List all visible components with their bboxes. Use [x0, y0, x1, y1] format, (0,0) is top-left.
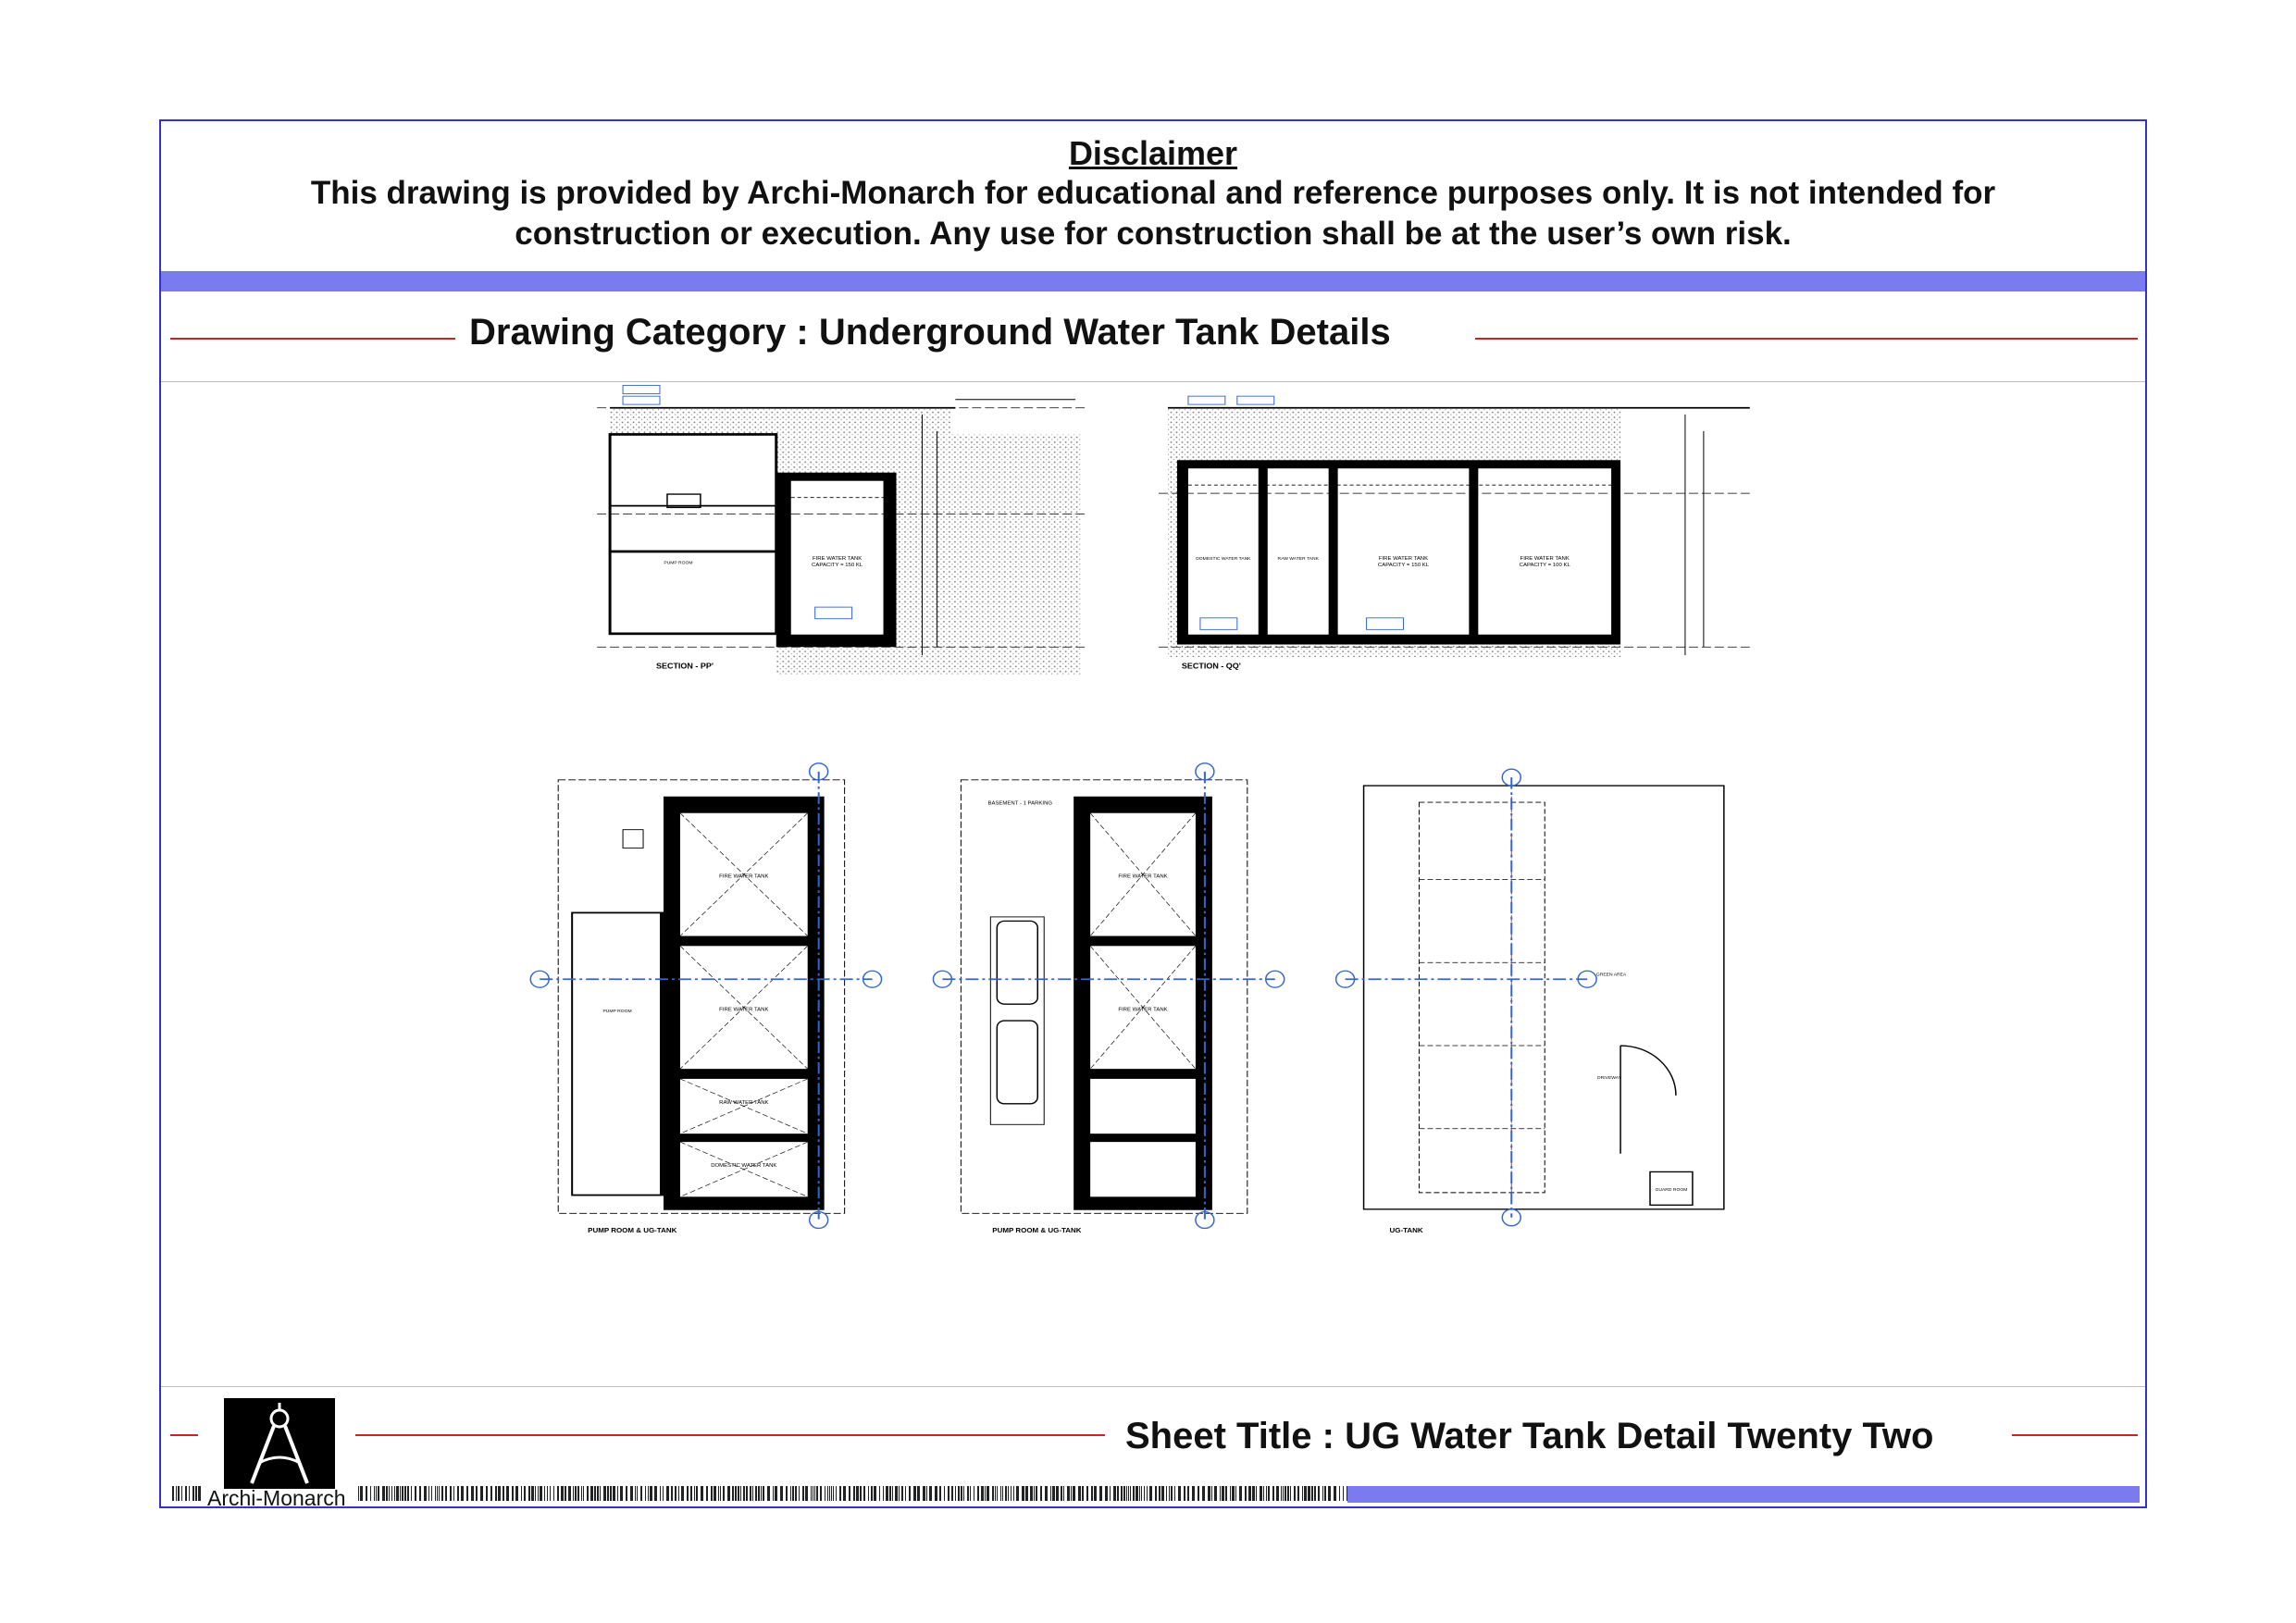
- disclaimer-title: Disclaimer: [1068, 134, 1238, 172]
- category-line-left: [170, 338, 455, 340]
- plan3-green-area: GREEN AREA: [1595, 973, 1627, 978]
- plan-pump-room-2: [933, 763, 1284, 1234]
- title-block: [161, 1386, 2145, 1508]
- plan2-caption: PUMP ROOM & UG-TANK: [992, 1226, 1082, 1234]
- plan1-caption: PUMP ROOM & UG-TANK: [588, 1226, 677, 1234]
- plan1-fire-tank-2: FIRE WATER TANK: [719, 1007, 769, 1013]
- plan2-fire-tank-2: FIRE WATER TANK: [1118, 1007, 1168, 1013]
- header-blue-band: [161, 271, 2145, 291]
- plan3-driveway: DRIVEWAY: [1597, 1076, 1622, 1081]
- qq-domestic-label: DOMESTIC WATER TANK: [1196, 557, 1251, 562]
- pp-pump-room-label: PUMP ROOM: [664, 561, 693, 566]
- category-row: [161, 312, 2145, 367]
- section-pp-drawing: [597, 385, 1085, 675]
- section-qq-drawing: [1159, 396, 1750, 670]
- archi-monarch-logo: [224, 1398, 335, 1489]
- drawing-category-title: Drawing Category : Underground Water Tank Details: [469, 312, 1391, 353]
- brand-name: Archi-Monarch: [207, 1486, 346, 1510]
- plan1-pump-room: PUMP ROOM: [602, 1010, 632, 1015]
- plan2-basement: BASEMENT - 1 PARKING: [987, 800, 1053, 807]
- pp-capacity-label: CAPACITY = 150 KL: [812, 563, 863, 569]
- category-line-right: [1475, 338, 2138, 340]
- section-qq-caption: SECTION - QQ': [1181, 661, 1241, 671]
- drawing-sheet: [159, 119, 2147, 1508]
- plan3-guard-room: GUARD ROOM: [1655, 1188, 1688, 1193]
- plan-ug-tank: [1336, 769, 1724, 1234]
- cad-drawings: [161, 381, 2145, 1386]
- compass-icon: [224, 1398, 335, 1489]
- disclaimer-block: [161, 121, 2145, 271]
- footer-line-middle: [355, 1434, 1105, 1436]
- qq-capacity-label: CAPACITY = 150 KL: [1377, 563, 1430, 569]
- plan2-fire-tank: FIRE WATER TANK: [1118, 873, 1168, 880]
- qq-fire-tank-label-2: FIRE WATER TANK: [1520, 556, 1570, 562]
- barcode-strip: [172, 1484, 1347, 1503]
- plan1-domestic-tank: DOMESTIC WATER TANK: [711, 1163, 777, 1169]
- section-pp-caption: SECTION - PP': [656, 661, 714, 671]
- pp-fire-tank-label: FIRE WATER TANK: [812, 556, 863, 562]
- qq-capacity-label-2: CAPACITY = 100 KL: [1519, 563, 1570, 569]
- disclaimer-text: This drawing is provided by Archi-Monarch for educational and reference purposes only. It is not intended for construction or execution. Any use for construction shall be at the user’s own risk.: [310, 175, 1996, 252]
- plan-pump-room-1: [530, 763, 881, 1234]
- plan1-raw-tank: RAW WATER TANK: [719, 1100, 769, 1106]
- footer-line-left: [170, 1434, 198, 1436]
- plan3-caption: UG-TANK: [1389, 1226, 1423, 1234]
- footer-blue-bar: [1347, 1486, 2140, 1503]
- qq-fire-tank-label: FIRE WATER TANK: [1378, 556, 1429, 562]
- plan1-fire-tank: FIRE WATER TANK: [719, 873, 769, 880]
- sheet-title: Sheet Title : UG Water Tank Detail Twenty Two: [1125, 1416, 1934, 1456]
- qq-raw-label: RAW WATER TANK: [1277, 557, 1319, 562]
- footer-line-right: [2012, 1434, 2138, 1436]
